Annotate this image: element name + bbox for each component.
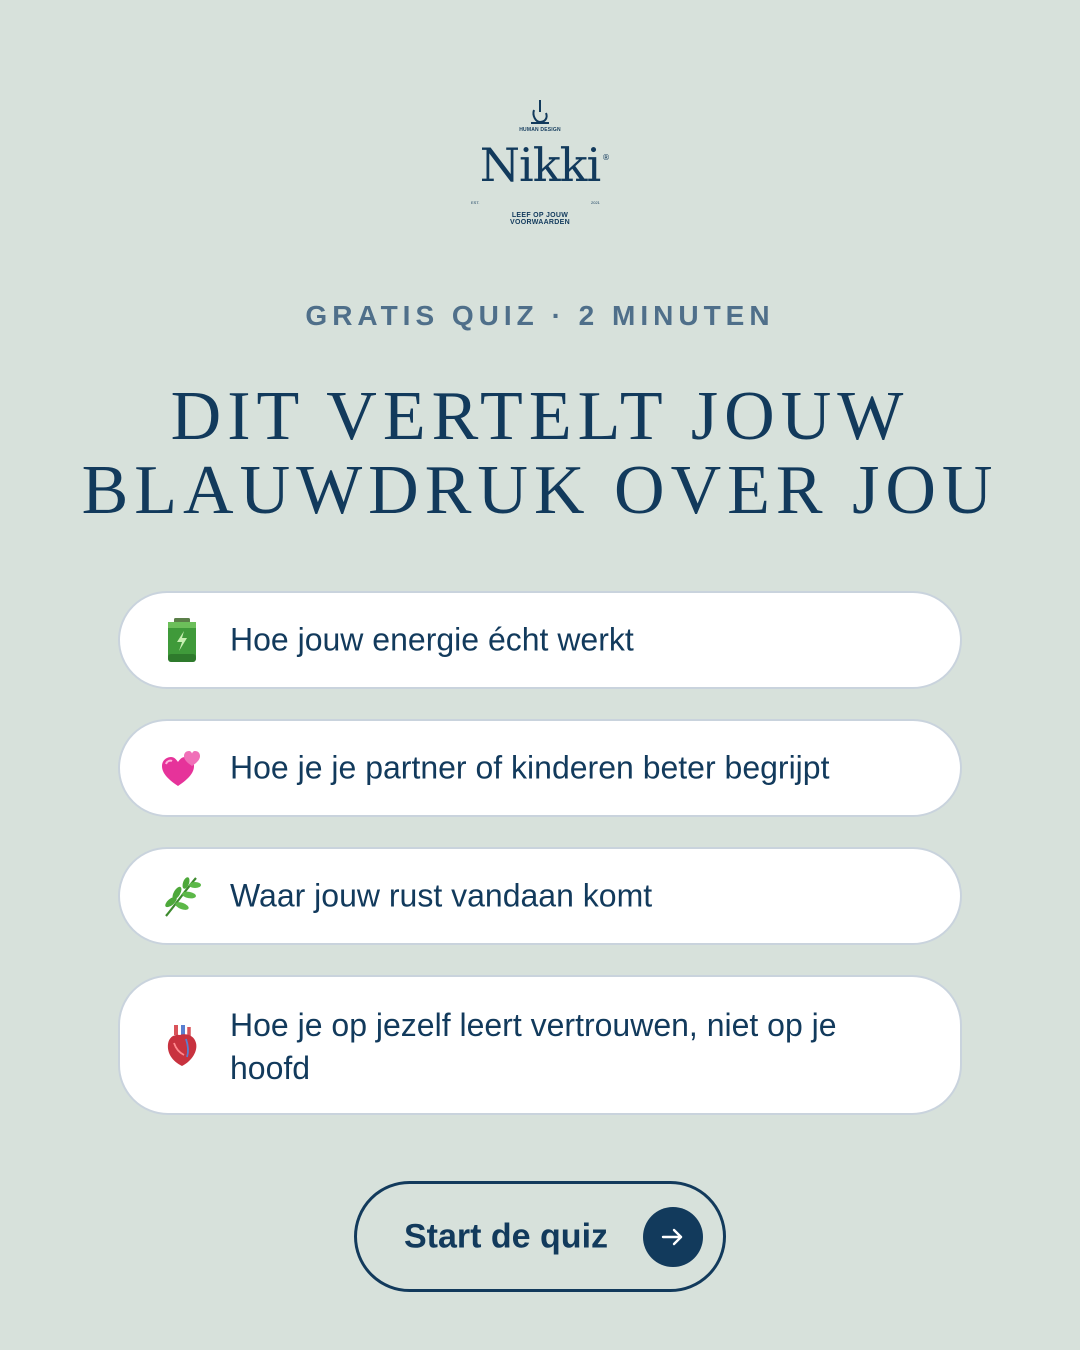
- logo-subtitle: HUMAN DESIGN: [519, 127, 561, 133]
- logo-tagline-line1: LEEF OP JOUW: [511, 212, 569, 219]
- benefit-card-trust: [118, 975, 962, 1115]
- benefit-text: Hoe je op jezelf leert vertrouwen, niet op je hoofd: [230, 1007, 837, 1086]
- eyebrow-label: GRATIS QUIZ · 2 MINUTEN: [305, 300, 775, 331]
- start-quiz-button[interactable]: [354, 1181, 726, 1292]
- page-headline: [0, 380, 1080, 528]
- human-design-mark-icon: [524, 96, 556, 128]
- logo-est: EST.: [471, 200, 480, 205]
- logo-tagline-line2: VOORWAARDEN: [510, 219, 570, 226]
- benefit-text: Hoe je je partner of kinderen beter begrijpt: [230, 749, 830, 786]
- two-hearts-icon: [162, 746, 202, 790]
- benefit-text: Hoe jouw energie écht werkt: [230, 621, 634, 658]
- registered-mark: ®: [602, 153, 610, 162]
- logo-wordmark: Nikki: [479, 138, 601, 192]
- benefit-card-calm: [118, 847, 962, 945]
- logo-year: 2021: [591, 200, 600, 205]
- arrow-right-icon: [643, 1207, 703, 1267]
- benefit-card-relationships: [118, 719, 962, 817]
- benefit-card-energy: [118, 591, 962, 689]
- battery-icon: [162, 618, 202, 662]
- benefit-text: Waar jouw rust vandaan komt: [230, 877, 653, 914]
- herb-icon: [162, 874, 202, 918]
- headline-line-2: BLAUWDRUK OVER JOU: [81, 452, 999, 529]
- brand-logo: [440, 96, 640, 236]
- anatomical-heart-icon: [162, 1023, 202, 1067]
- headline-line-1: DIT VERTELT JOUW: [170, 378, 910, 455]
- start-quiz-label: Start de quiz: [404, 1217, 609, 1255]
